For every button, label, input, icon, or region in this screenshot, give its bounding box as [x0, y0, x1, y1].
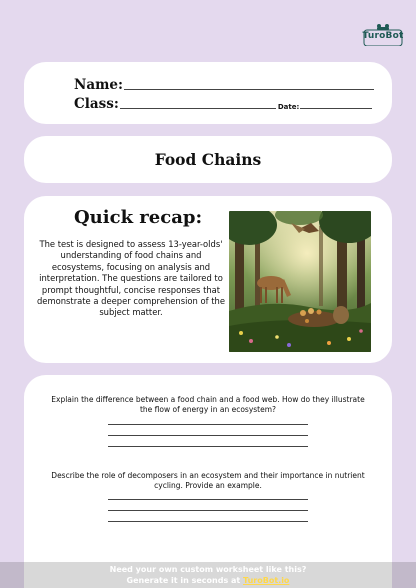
title-card: [24, 136, 392, 183]
name-line[interactable]: [124, 89, 374, 90]
date-line[interactable]: [300, 108, 372, 109]
footer-line-2: [0, 575, 416, 586]
question-2-text: Describe the role of decomposers in an ecosystem and their importance in nutrient cycling. Provide an example.: [51, 471, 365, 491]
question-2-answer-line-3[interactable]: [108, 521, 308, 522]
turobot-link[interactable]: TuroBot.io: [243, 576, 290, 585]
question-1-answer-line-3[interactable]: [108, 446, 308, 447]
footer-line-1: Need your own custom worksheet like this?: [109, 565, 307, 574]
date-label: Date:: [277, 103, 300, 111]
question-1-text: Explain the difference between a food chain and a food web. How do they illustrate the flow of energy in an ecosystem?: [51, 395, 365, 415]
page-title: Food Chains: [154, 150, 262, 169]
forest-illustration: [229, 211, 371, 352]
name-class-card: [24, 62, 392, 124]
name-row: [74, 77, 374, 93]
question-1-answer-line-2[interactable]: [108, 435, 308, 436]
recap-body: The test is designed to assess 13-year-olds' understanding of food chains and ecosystems, focusing on analysis and interpretation. The questions are tailored to prompt thoughtful, concise responses that demonstrate a deeper comprehension of the subject matter.: [36, 239, 226, 318]
questions-card: [24, 375, 392, 588]
name-label: Name:: [74, 77, 123, 93]
class-label: Class:: [74, 96, 119, 112]
logo-text: TuroBot: [362, 31, 404, 41]
question-2-answer-line-1[interactable]: [108, 499, 308, 500]
class-line[interactable]: [120, 108, 276, 109]
question-1-answer-line-1[interactable]: [108, 424, 308, 425]
footer-prefix: Generate it in seconds at: [126, 576, 244, 585]
question-2-answer-line-2[interactable]: [108, 510, 308, 511]
recap-card: [24, 196, 392, 363]
recap-heading: Quick recap:: [74, 207, 203, 228]
footer-text: [0, 564, 416, 586]
class-row: [74, 96, 372, 112]
